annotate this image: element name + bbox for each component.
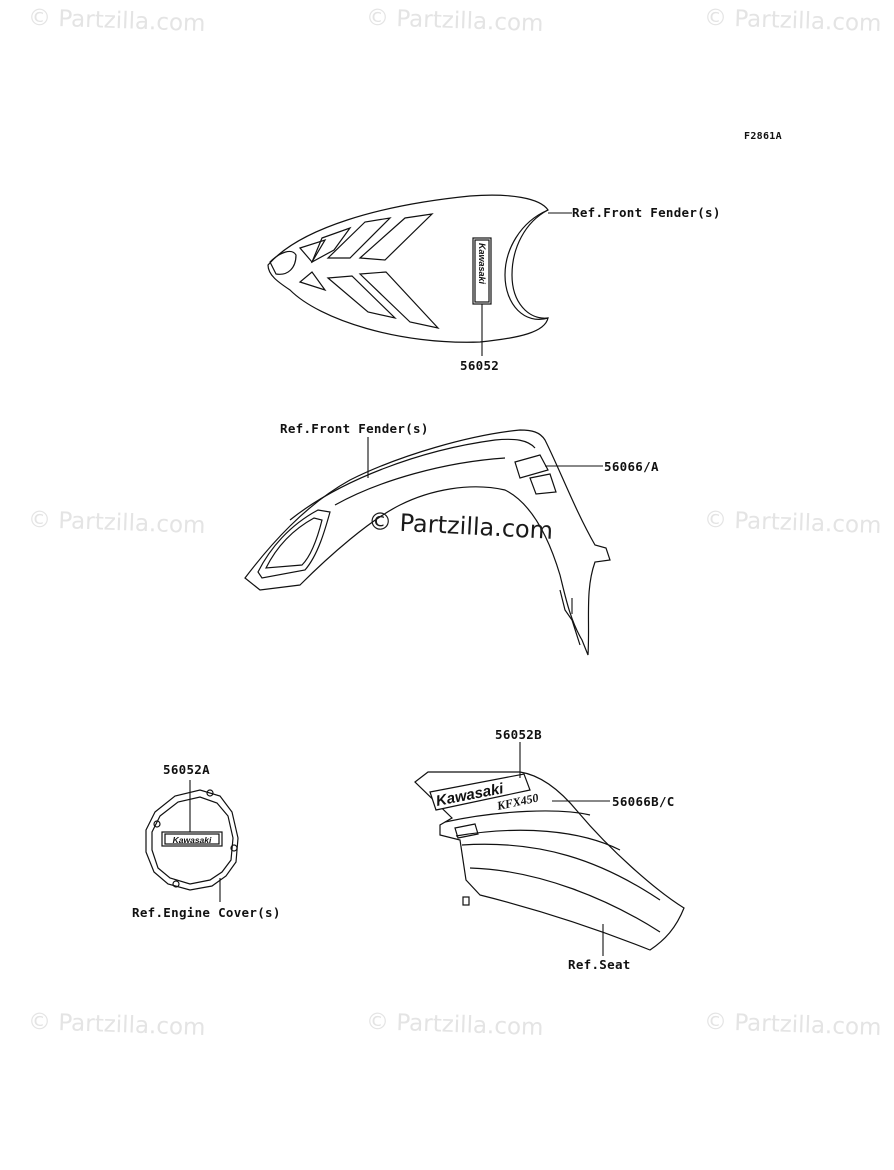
label-ref-engine-cover[interactable]: Ref.Engine Cover(s) <box>132 905 281 920</box>
watermark-bottom-left: © Partzilla.com <box>27 1008 206 1042</box>
front-fender-top-view <box>268 195 572 356</box>
label-part-56052b[interactable]: 56052B <box>495 727 542 742</box>
watermark-mid-right: © Partzilla.com <box>703 506 882 540</box>
label-part-56052a[interactable]: 56052A <box>163 762 210 777</box>
label-part-56052[interactable]: 56052 <box>460 358 500 373</box>
label-ref-front-fender-side[interactable]: Ref.Front Fender(s) <box>280 421 429 436</box>
kawasaki-decal-side-text: Kawasaki <box>434 780 505 810</box>
side-cover <box>415 742 684 956</box>
label-ref-seat[interactable]: Ref.Seat <box>568 957 631 972</box>
watermark-top-right: © Partzilla.com <box>703 4 882 38</box>
figure-code: F2861A <box>744 131 782 142</box>
watermark-top-center: © Partzilla.com <box>365 4 544 38</box>
label-ref-front-fender-top[interactable]: Ref.Front Fender(s) <box>572 205 721 220</box>
watermark-bottom-right: © Partzilla.com <box>703 1008 882 1042</box>
front-fender-side-view <box>245 430 610 655</box>
label-part-56066-a[interactable]: 56066/A <box>604 459 659 474</box>
label-part-56066-bc[interactable]: 56066B/C <box>612 794 675 809</box>
watermark-mid-left: © Partzilla.com <box>27 506 206 540</box>
center-watermark: © Partzilla.com <box>367 507 554 545</box>
kawasaki-decal-engine-text: Kawasaki <box>172 835 212 845</box>
watermark-top-left: © Partzilla.com <box>27 4 206 38</box>
kawasaki-decal-vertical-text: Kawasaki <box>477 243 487 285</box>
model-script-decal-text: KFX450 <box>495 790 540 813</box>
engine-cover <box>146 780 238 902</box>
watermark-bottom-center: © Partzilla.com <box>365 1008 544 1042</box>
